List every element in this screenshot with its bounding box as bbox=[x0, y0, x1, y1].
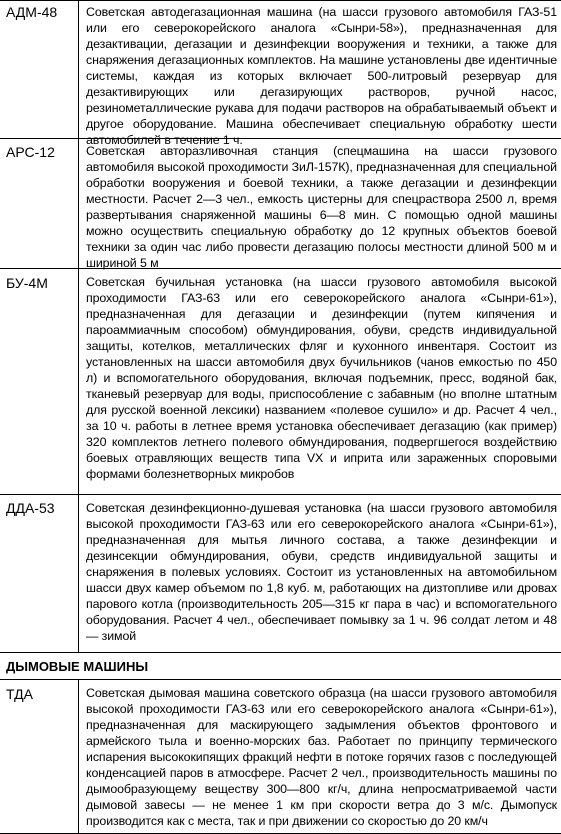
column-divider bbox=[78, 139, 79, 268]
vehicle-code: АДМ-48 bbox=[6, 4, 58, 20]
vehicle-code: ТДА bbox=[6, 686, 33, 702]
column-divider bbox=[78, 495, 79, 652]
column-divider bbox=[78, 269, 79, 494]
column-divider bbox=[78, 680, 79, 833]
section-title: ДЫМОВЫЕ МАШИНЫ bbox=[6, 659, 149, 674]
table-row bbox=[0, 494, 561, 652]
column-divider bbox=[78, 1, 79, 138]
section-header bbox=[0, 652, 561, 679]
table-row bbox=[0, 679, 561, 834]
vehicle-description: Советская авторазливочная станция (спецмашина на шасси грузового автомобиля высокой проходимости ЗиЛ-157К), предназначенная для специальной обработки вооружения и боевой техники, а также дегазации и дезинфекции местности. Расчет 2—3 чел., емкость цистерны для спецраствора 2500 л, время развертывания снаряженной машины 6—8 мин. С помощью одной машины можно осуществить специальную обработку до 12 крупных объектов боевой техники за один час либо провести дегазацию полосы местности длиной 500 м и шириной 5 м bbox=[86, 144, 557, 270]
table-row bbox=[0, 0, 561, 147]
vehicle-description: Советская бучильная установка (на шасси грузового автомобиля высокой проходимости ГАЗ-63 или его северокорейского аналога «Сынри-61»), предназначенная для дегазации и дезинфекции (путем кипячения и пароаммиачным способом) обмундирования, обуви, средств индивидуальной защиты, котелков, металлических фляг и кухонного инвентаря. Состоит из установленных на шасси автомобиля двух бучильников (чанов емкостью по 450 л) и вспомогательного оборудования, включая подъемник, пресс, водяной бак, тканевый резервуар для воды, приспособление с забавным (но вполне штатным для русской военной лексики) названием «полевое сушило» и др. Расчет 4 чел., за 10 ч. работы в летнее время установка обеспечивает дегазацию (как пример) 320 комплектов летнего полевого обмундирования, подвергшегося воздействию боевых отравляющих веществ типа VX и иприта или зараженных споровыми формами болезнетворных микробов bbox=[86, 275, 557, 481]
vehicle-description: Советская автодегазационная машина (на шасси грузового автомобиля ГАЗ-51 или его северокорейского аналога «Сынри-58»), предназначенная для дезактивации, дегазации и дезинфекции вооружения и техники, а также для снаряжения дегазационных комплектов. На машине установлены две идентичные системы, каждая из которых включает 500-литровый резервуар для дезактивирующих или дегазирующих растворов, ручной насос, резинометаллические рукава для подачи растворов на обрабатываемый объект и другое оборудование. Машина обеспечивает специальную обработку шести автомобилей в течение 1 ч. bbox=[86, 5, 557, 147]
vehicle-code: АРС-12 bbox=[6, 144, 55, 160]
vehicle-code: ДДА-53 bbox=[6, 500, 55, 516]
vehicle-code: БУ-4М bbox=[6, 275, 48, 291]
vehicle-description: Советская дезинфекционно-душевая установка (на шасси грузового автомобиля высокой проходимости ГАЗ-63 или его северокорейского аналога «Сынри-61»), предназначенная для мытья личного состава, а также дезинфекции и дезинсекции обмундирования, обуви, средств индивидуальной защиты и снаряжения в полевых условиях. Состоит из установленных на автомобильном шасси двух камер объемом по 1,8 куб. м, работающих на дизтопливе или дровах парового котла (производительность 205—315 кг пара в час) и вспомогательного оборудования. Расчет 4 чел., обеспечивает помывку за 1 ч. 96 солдат летом и 48 — зимой bbox=[86, 501, 557, 643]
vehicle-description: Советская дымовая машина советского образца (на шасси грузового автомобиля высокой проходимости ГАЗ-63 или его северокорейского аналога «Сынри-61»), предназначенная для маскирующего задымления объектов фронтового и армейского тыла и военно-морских баз. Работает по принципу термического испарения высококипящих фракций нефти в потоке горячих газов с последующей конденсацией паров в атмосфере. Расчет 2 чел., производительность машины по дымообразующему веществу 300—800 кг/ч, длина непросматриваемой части дымовой завесы — не менее 1 км при скорости ветра до 3 м/с. Дымопуск производится как с места, так и при движении со скоростью до 20 км/ч bbox=[86, 686, 557, 828]
table-row bbox=[0, 138, 561, 268]
table-row bbox=[0, 268, 561, 494]
